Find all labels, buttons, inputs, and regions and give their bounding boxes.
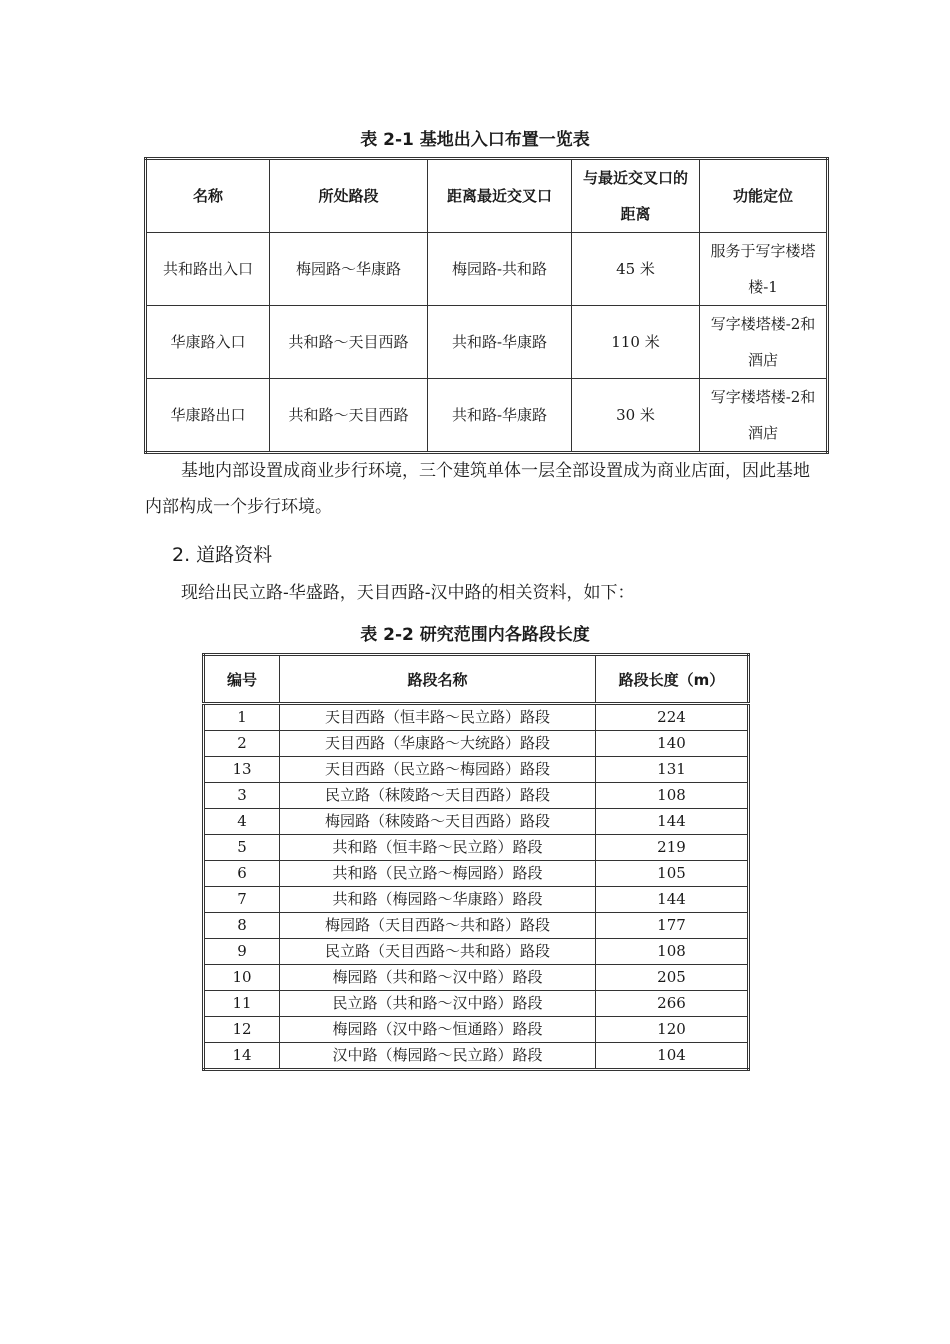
cell-nearest-intersection: 梅园路-共和路 [428,233,572,306]
cell-road-name: 共和路（梅园路～华康路）路段 [280,887,596,913]
cell-function: 服务于写字楼塔楼-1 [700,233,828,306]
cell-nearest-intersection: 共和路-华康路 [428,306,572,379]
cell-function: 写字楼塔楼-2和酒店 [700,306,828,379]
table-row [204,1043,749,1070]
cell-road-name: 天目西路（恒丰路～民立路）路段 [280,704,596,731]
cell-distance: 30 米 [572,379,700,453]
table-row [204,809,749,835]
table-row [204,757,749,783]
cell-length: 205 [596,965,749,991]
cell-distance: 110 米 [572,306,700,379]
section-heading: 2. 道路资料 [172,544,273,566]
cell-length: 144 [596,887,749,913]
cell-length: 224 [596,704,749,731]
road-length-table-body [204,704,749,1070]
cell-number: 13 [204,757,280,783]
table-header-row [146,159,828,233]
cell-number: 3 [204,783,280,809]
table-row [204,783,749,809]
cell-length: 219 [596,835,749,861]
table-row [146,379,828,453]
table-row [204,731,749,757]
cell-number: 14 [204,1043,280,1070]
cell-length: 120 [596,1017,749,1043]
table-row [204,1017,749,1043]
header-distance: 与最近交叉口的距离 [572,159,700,233]
header-road-section: 所处路段 [270,159,428,233]
table-row [204,887,749,913]
cell-number: 1 [204,704,280,731]
cell-road-name: 梅园路（秣陵路～天目西路）路段 [280,809,596,835]
cell-number: 4 [204,809,280,835]
table-row [204,991,749,1017]
cell-road-section: 梅园路～华康路 [270,233,428,306]
table1-caption: 表 2-1 基地出入口布置一览表 [360,130,590,150]
cell-number: 6 [204,861,280,887]
cell-road-name: 梅园路（汉中路～恒通路）路段 [280,1017,596,1043]
cell-length: 104 [596,1043,749,1070]
table-row [204,861,749,887]
cell-road-name: 共和路（民立路～梅园路）路段 [280,861,596,887]
cell-length: 266 [596,991,749,1017]
table-row [146,233,828,306]
cell-number: 2 [204,731,280,757]
cell-length: 105 [596,861,749,887]
cell-road-name: 民立路（共和路～汉中路）路段 [280,991,596,1017]
cell-nearest-intersection: 共和路-华康路 [428,379,572,453]
table2-caption: 表 2-2 研究范围内各路段长度 [360,625,590,645]
cell-length: 144 [596,809,749,835]
cell-name: 共和路出入口 [146,233,270,306]
road-length-table [202,653,750,1071]
entrance-table-body [146,233,828,453]
section-intro: 现给出民立路-华盛路，天目西路-汉中路的相关资料，如下： [181,583,635,603]
header-name: 名称 [146,159,270,233]
header-length: 路段长度（m） [596,655,749,704]
table-row [146,306,828,379]
cell-number: 10 [204,965,280,991]
cell-number: 12 [204,1017,280,1043]
header-nearest-intersection: 距离最近交叉口 [428,159,572,233]
table-row [204,965,749,991]
cell-length: 140 [596,731,749,757]
header-road-name: 路段名称 [280,655,596,704]
cell-number: 7 [204,887,280,913]
entrance-table [144,157,829,454]
cell-road-name: 天目西路（华康路～大统路）路段 [280,731,596,757]
cell-road-name: 民立路（秣陵路～天目西路）路段 [280,783,596,809]
cell-road-name: 民立路（天目西路～共和路）路段 [280,939,596,965]
cell-road-name: 共和路（恒丰路～民立路）路段 [280,835,596,861]
cell-road-name: 梅园路（天目西路～共和路）路段 [280,913,596,939]
paragraph-walking-environment: 基地内部设置成商业步行环境，三个建筑单体一层全部设置成为商业店面，因此基地内部构成一个步行环境。 [145,461,810,517]
table-header-row [204,655,749,704]
cell-length: 108 [596,783,749,809]
cell-road-name: 汉中路（梅园路～民立路）路段 [280,1043,596,1070]
cell-number: 5 [204,835,280,861]
cell-length: 131 [596,757,749,783]
cell-road-name: 天目西路（民立路～梅园路）路段 [280,757,596,783]
cell-number: 8 [204,913,280,939]
cell-number: 9 [204,939,280,965]
header-number: 编号 [204,655,280,704]
table-row [204,704,749,731]
table-row [204,913,749,939]
header-function: 功能定位 [700,159,828,233]
table-row [204,939,749,965]
cell-function: 写字楼塔楼-2和酒店 [700,379,828,453]
cell-name: 华康路出口 [146,379,270,453]
cell-road-name: 梅园路（共和路～汉中路）路段 [280,965,596,991]
cell-road-section: 共和路～天目西路 [270,306,428,379]
table-row [204,835,749,861]
cell-distance: 45 米 [572,233,700,306]
cell-length: 108 [596,939,749,965]
cell-length: 177 [596,913,749,939]
cell-number: 11 [204,991,280,1017]
cell-road-section: 共和路～天目西路 [270,379,428,453]
cell-name: 华康路入口 [146,306,270,379]
